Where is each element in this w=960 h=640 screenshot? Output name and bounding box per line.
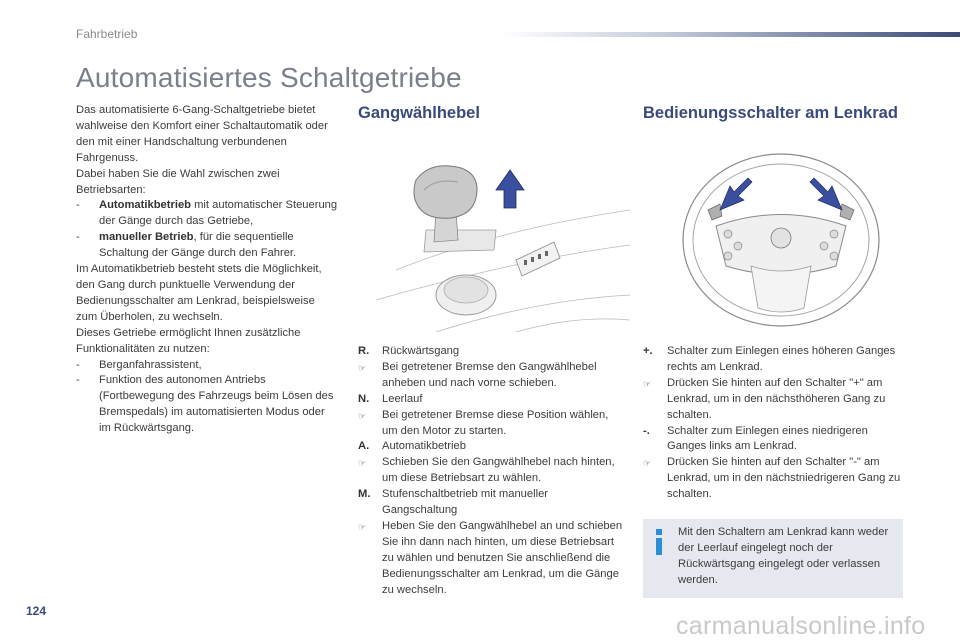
mode-item — [76, 198, 338, 230]
gear-position-item — [358, 344, 623, 360]
pointing-hand-icon: ☞ — [358, 410, 367, 421]
feature-text: Funktion des autonomen Antriebs (Fortbewegung des Fahrzeugs beim Lösen des Bremspedals) im automatisierten Modus oder im Rückwärtsgang. — [99, 374, 334, 435]
gear-instruction-item — [358, 408, 623, 440]
gear-lever-illustration — [376, 150, 630, 332]
arrow-down-right-icon — [810, 178, 842, 210]
pointing-hand-icon: ☞ — [358, 362, 367, 373]
pointing-hand-icon: ☞ — [643, 378, 652, 389]
dash-bullet: - — [76, 199, 80, 212]
mode-name: Automatikbetrieb — [99, 199, 191, 212]
gear-position-item — [358, 392, 623, 408]
info-icon — [653, 529, 665, 555]
gear-description: Leerlauf — [382, 392, 423, 405]
watermark: carmanualsonline.info — [676, 612, 926, 640]
paddle-description: Schalter zum Einlegen eines niedrigeren Ganges links am Lenkrad. — [667, 424, 868, 453]
dash-bullet: - — [76, 231, 80, 244]
gear-position-item — [358, 487, 623, 519]
paddle-instruction-item — [643, 455, 905, 503]
mode-name: manueller Betrieb — [99, 231, 194, 244]
dash-bullet: - — [76, 358, 80, 371]
arrow-down-left-icon — [720, 178, 752, 210]
mode-item — [76, 230, 338, 262]
steering-wheel-illustration — [676, 148, 886, 328]
gear-lever-list — [358, 344, 623, 599]
arrow-up-icon — [496, 170, 524, 208]
paddle-key: +. — [643, 345, 653, 357]
header-bar — [500, 32, 960, 37]
feature-item — [76, 358, 338, 374]
gear-instruction: Schieben Sie den Gangwählhebel nach hinten, um diese Betriebsart zu wählen. — [382, 456, 615, 485]
pointing-hand-icon: ☞ — [643, 458, 652, 469]
page-title: Automatisiertes Schaltgetriebe — [76, 62, 462, 93]
gear-instruction: Bei getretener Bremse diese Position wählen, um den Motor zu starten. — [382, 408, 609, 437]
gear-key: N. — [358, 392, 370, 405]
mode-description: mit automatischer Steuerung der Gänge durch das Getriebe, — [99, 199, 338, 228]
paddle-instruction: Drücken Sie hinten auf den Schalter "+" am Lenkrad, um in den nächsthöheren Gang zu schalten. — [667, 376, 886, 421]
section-title-gear-lever: Gangwählhebel — [358, 104, 480, 122]
gear-key: R. — [358, 345, 370, 357]
intro-paragraph: Dabei haben Sie die Wahl zwischen zwei Betriebsarten: — [76, 167, 280, 196]
feature-text: Berganfahrassistent, — [99, 358, 202, 371]
paddle-item — [643, 424, 905, 456]
steering-controls-list — [643, 344, 905, 503]
dash-bullet: - — [76, 374, 80, 387]
section-title-steering-controls: Bedienungsschalter am Lenkrad — [643, 104, 898, 122]
gear-description: Rückwärtsgang — [382, 345, 460, 357]
info-box — [643, 519, 903, 598]
gear-key: M. — [358, 488, 371, 501]
paddle-key: -. — [643, 424, 650, 437]
paddle-instruction: Drücken Sie hinten auf den Schalter "-" am Lenkrad, um in den nächstniedrigeren Gang zu schalten. — [667, 456, 901, 501]
intro-column — [76, 103, 338, 437]
gear-instruction-item — [358, 519, 623, 599]
gear-position-item — [358, 439, 623, 455]
chapter-label: Fahrbetrieb — [76, 27, 138, 41]
pointing-hand-icon: ☞ — [358, 521, 367, 532]
info-text: Mit den Schaltern am Lenkrad kann weder der Leerlauf eingelegt noch der Rückwärtsgang eingelegt oder verlassen werden. — [678, 526, 889, 586]
intro-paragraph: Das automatisierte 6-Gang-Schaltgetriebe bietet wahlweise den Komfort einer Schaltautomatik oder den mit einer Handschaltung verbundenen Fahrgenuss. — [76, 104, 328, 164]
gear-key: A. — [358, 440, 370, 453]
paddle-instruction-item — [643, 376, 905, 424]
gear-instruction: Bei getretener Bremse den Gangwählhebel anheben und nach vorne schieben. — [382, 360, 597, 389]
intro-paragraph: Im Automatikbetrieb besteht stets die Möglichkeit, den Gang durch punktuelle Verwendung der Bedienungsschalter am Lenkrad, beispielsweise zum Überholen, zu wechseln. — [76, 263, 322, 323]
gear-instruction-item — [358, 360, 623, 392]
gear-instruction-item — [358, 455, 623, 487]
pointing-hand-icon: ☞ — [358, 458, 367, 469]
gear-instruction: Heben Sie den Gangwählhebel an und schieben Sie ihn dann nach hinten, um diese Betriebsart zu wählen und benutzen Sie anschließend die Bedienungsschalter am Lenkrad, um die Gänge zu wechseln. — [382, 519, 623, 596]
intro-paragraph: Dieses Getriebe ermöglicht Ihnen zusätzliche Funktionalitäten zu nutzen: — [76, 326, 301, 355]
gear-description: Stufenschaltbetrieb mit manueller Gangschaltung — [382, 488, 549, 517]
page-number: 124 — [26, 604, 47, 618]
feature-item — [76, 373, 338, 437]
gear-description: Automatikbetrieb — [382, 440, 466, 453]
paddle-description: Schalter zum Einlegen eines höheren Ganges rechts am Lenkrad. — [667, 345, 896, 373]
paddle-item — [643, 344, 905, 376]
mode-description: , für die sequentielle Schaltung der Gänge durch den Fahrer. — [99, 231, 297, 260]
